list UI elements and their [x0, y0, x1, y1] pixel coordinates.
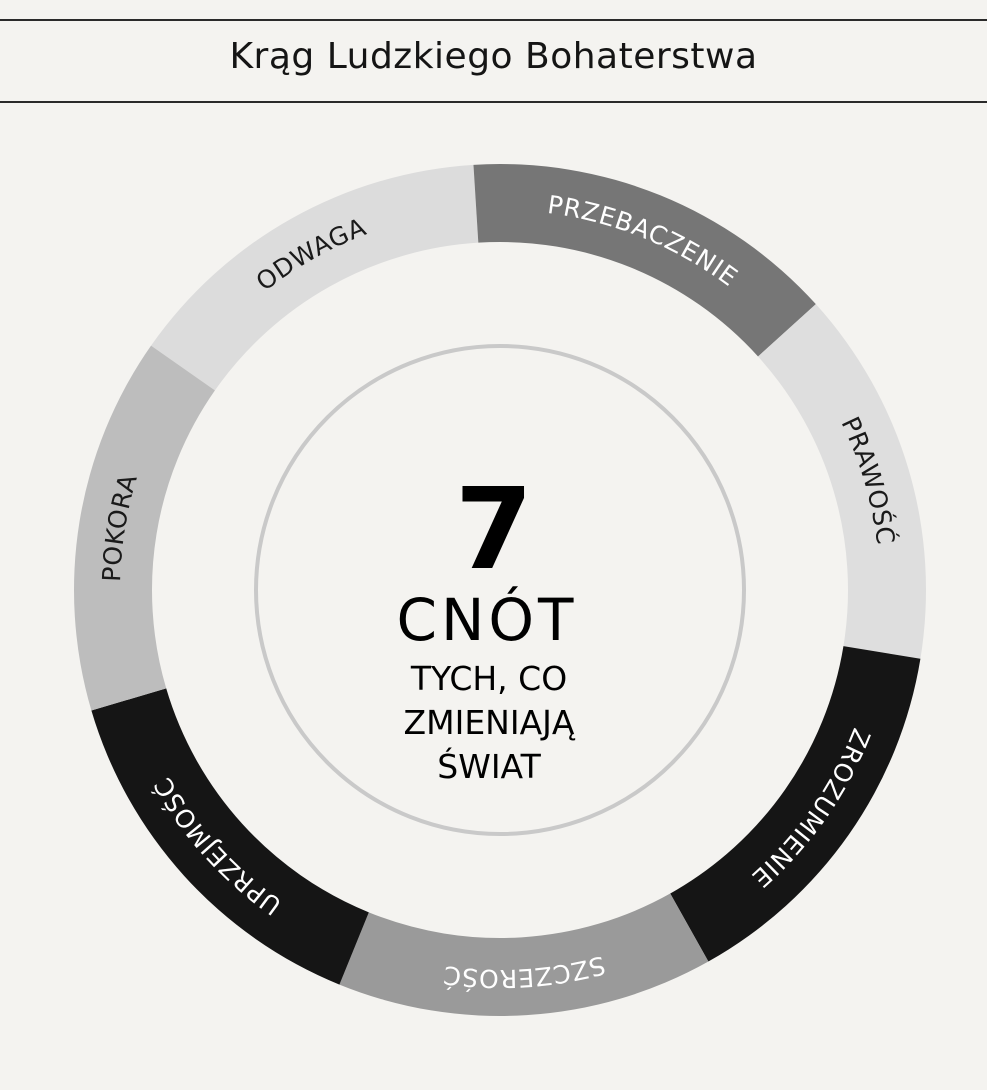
- segment-5: [91, 688, 368, 984]
- center-word: CNÓT: [396, 586, 578, 654]
- center-line-2: ZMIENIAJĄ: [403, 703, 575, 742]
- segment-2: [758, 304, 926, 659]
- center-number: 7: [455, 465, 533, 595]
- segment-label-text-2: PRAWOŚĆ: [835, 412, 901, 547]
- center-line-3: ŚWIAT: [437, 747, 541, 786]
- segment-1: [473, 164, 815, 356]
- segment-label-text-6: POKORA: [97, 470, 144, 583]
- page-title: Krąg Ludzkiego Bohaterstwa: [229, 36, 758, 77]
- segment-6: [74, 346, 215, 711]
- segment-label-text-0: ODWAGA: [250, 212, 371, 297]
- segment-label-text-4: SZCZEROŚĆ: [440, 950, 609, 994]
- segment-label-text-5: UPRZEJMOŚĆ: [148, 771, 287, 921]
- segment-label-text-1: PRZEBACZENIE: [545, 190, 744, 293]
- segment-3: [670, 646, 920, 961]
- center-line-1: TYCH, CO: [410, 659, 568, 698]
- segment-4: [339, 894, 708, 1016]
- segment-label-text-3: ZROZUMIENIE: [745, 724, 876, 894]
